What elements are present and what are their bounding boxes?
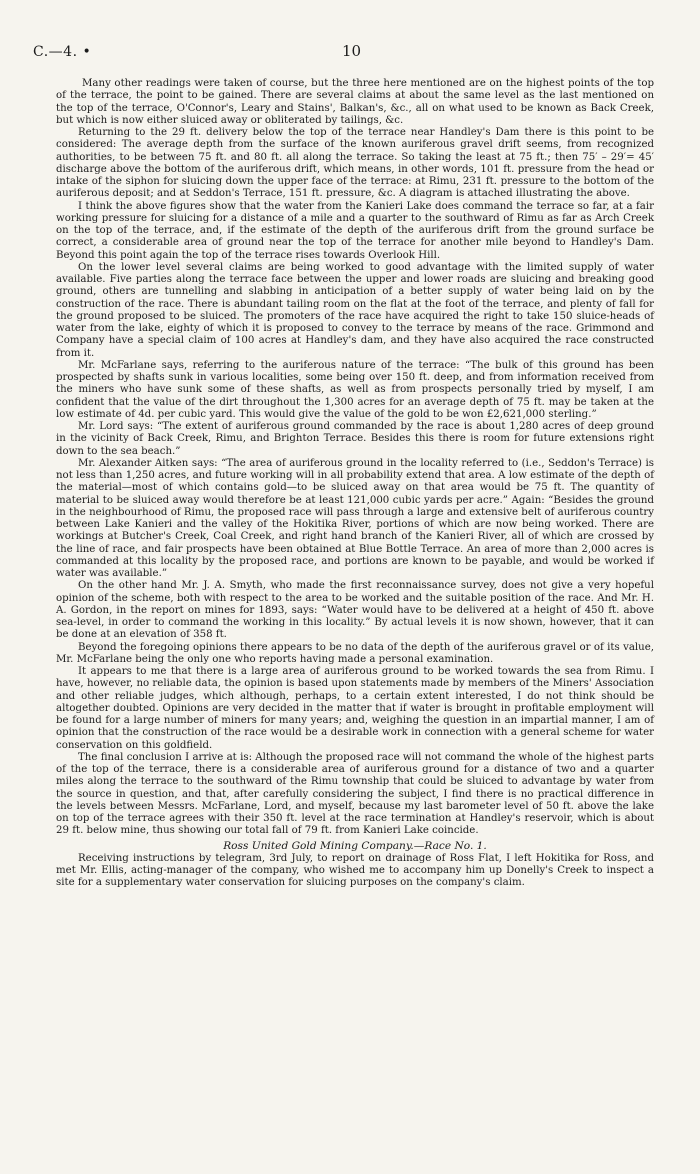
paragraph: Mr. Lord says: “The extent of auriferous ground commanded by the race is about 1,280 acres of deep ground in the vicinity of Back Creek, Rimu, and Brighton Terrace. Besides this there is room for future extensions right down to the sea beach.” — [56, 421, 654, 457]
paragraph: I think the above figures show that the water from the Kanieri Lake does command the terrace so far, at a fair working pressure for sluicing for a distance of a mile and a quarter to the southward of Rimu as far as Arch Creek on the top of the terrace, and, if the estimate of the depth of the auriferous drift from the ground surface be correct, a considerable area of ground near the top of the terrace for another mile beyond to Handley's Dam. Beyond this point again the top of the terrace rises towards Overlook Hill. — [56, 200, 654, 261]
paragraph: On the other hand Mr. J. A. Smyth, who made the first reconnaissance survey, does not give a very hopeful opinion of the scheme, both with respect to the area to be worked and the suitable position of the race. And Mr. H. A. Gordon, in the report on mines for 1893, says: “Water would have to be delivered at a height of 450 ft. above sea-level, in order to command the working in this locality.” By actual levels it is now shown, however, that it can be done at an elevation of 358 ft. — [56, 580, 654, 641]
paragraph: It appears to me that there is a large area of auriferous ground to be worked towards the sea from Rimu. I have, however, no reliable data, the opinion is based upon statements made by members of the Miners' Association and other reliable judges, which although, perhaps, to a certain extent interested, I do not think should be altogether doubted. Opinions are very decided in the matter that if water is brought in profitable employment will be found for a large number of miners for many years; and, weighing the question in an impartial manner, I am of opinion that the construction of the race would be a desirable work in connection with a general scheme for water conservation on this goldfield. — [56, 666, 654, 751]
section-heading: Ross United Gold Mining Company.—Race No. 1. — [223, 839, 487, 852]
paragraph: Beyond the foregoing opinions there appears to be no data of the depth of the auriferous gravel or of its value, Mr. McFarlane being the only one who reports having made a personal examination. — [56, 641, 654, 665]
body-text — [56, 78, 654, 890]
paragraph: Mr. McFarlane says, referring to the auriferous nature of the terrace: “The bulk of this ground has been prospected by shafts sunk in various localities, some being over 150 ft. deep, and from information received from the miners who have sunk some of these shafts, as well as from prospects personally tried by myself, I am confident that the value of the dirt throughout the 1,300 acres for an average depth of 75 ft. may be taken at the low estimate of 4d. per cubic yard. This would give the value of the gold to be won £2,621,000 sterling.” — [56, 359, 654, 420]
paragraph: Returning to the 29 ft. delivery below the top of the terrace near Handley's Dam there is this point to be considered: The average depth from the surface of the known auriferous gravel drift seems, from recognized authorities, to be between 75 ft. and 80 ft. all along the terrace. So taking the least at 75 ft.; then 75′ – 29′= 45′ discharge above the bottom of the auriferous drift, which means, in other words, 101 ft. pressure from the head or intake of the siphon for sluicing down the upper face of the terrace: at Rimu, 231 ft. pressure to the bottom of the auriferous deposit; and at Seddon's Terrace, 151 ft. pressure, &c. A diagram is attached illustrating the above. — [56, 127, 654, 200]
report-code: C.—4. • — [33, 44, 92, 60]
paragraph: On the lower level several claims are being worked to good advantage with the limited supply of water available. Five parties along the terrace face between the upper and lower roads are sluicing and breaking good ground, others are tunnelling and slabbing in anticipation of a better supply of water being laid on by the construction of the race. There is abundant tailing room on the flat at the foot of the terrace, and plenty of fall for the ground proposed to be sluiced. The promoters of the race have acquired the right to take 150 sluice-heads of water from the lake, eighty of which it is proposed to convey to the terrace by means of the race. Grimmond and Company have a special claim of 100 acres at Handley's dam, and they have also acquired the race constructed from it. — [56, 261, 654, 359]
paragraph: The final conclusion I arrive at is: Although the proposed race will not command the whole of the highest parts of the top of the terrace, there is a considerable area of auriferous ground for a distance of two and a quarter miles along the terrace to the southward of the Rimu township that could be sluiced to advantage by water from the source in question, and that, after carefully considering the subject, I find there is no practical difference in the levels between Messrs. McFarlane, Lord, and myself, because my last barometer level of 50 ft. above the lake on top of the terrace agrees with their 350 ft. level at the race termination at Handley's reservoir, which is about 29 ft. below mine, thus showing our total fall of 79 ft. from Kanieri Lake coincide. — [56, 751, 654, 837]
paragraph: Receiving instructions by telegram, 3rd July, to report on drainage of Ross Flat, I left Hokitika for Ross, and met Mr. Ellis, acting-manager of the company, who wished me to accompany him up Donelly's Creek to inspect a site for a supplementary water conservation for sluicing purposes on the company's claim. — [56, 852, 654, 889]
paragraph: Mr. Alexander Aitken says: “The area of auriferous ground in the locality referred to (i.e., Seddon's Terrace) is not less than 1,250 acres, and future working will in all probability extend that area. A low estimate of the depth of the material—most of which contains gold—to be sluiced away on that area would be 75 ft. The quantity of material to be sluiced away would therefore be at least 121,000 cubic yards per acre.” Again: “Besides the ground in the neighbourhood of Rimu, the proposed race will pass through a large and extensive belt of auriferous country between Lake Kanieri and the valley of the Hokitika River, portions of which are now being worked. There are workings at Butcher's Creek, Coal Creek, and right hand branch of the Kanieri River, all of which are crossed by the line of race, and fair prospects have been obtained at Blue Bottle Terrace. An area of more than 2,000 acres is commanded at this locality by the proposed race, and portions are known to be payable, and would be worked if water was available.” — [56, 457, 654, 579]
page-number: 10 — [342, 42, 362, 60]
paragraph: Many other readings were taken of course, but the three here mentioned are on the highest points of the top of the terrace, the point to be gained. There are several claims at about the same level as the last mentioned on the top of the terrace, O'Connor's, Leary and Stains', Balkan's, &c., all on what used to be known as Back Creek, but which is now either sluiced away or obliterated by tailings, &c. — [56, 78, 654, 126]
